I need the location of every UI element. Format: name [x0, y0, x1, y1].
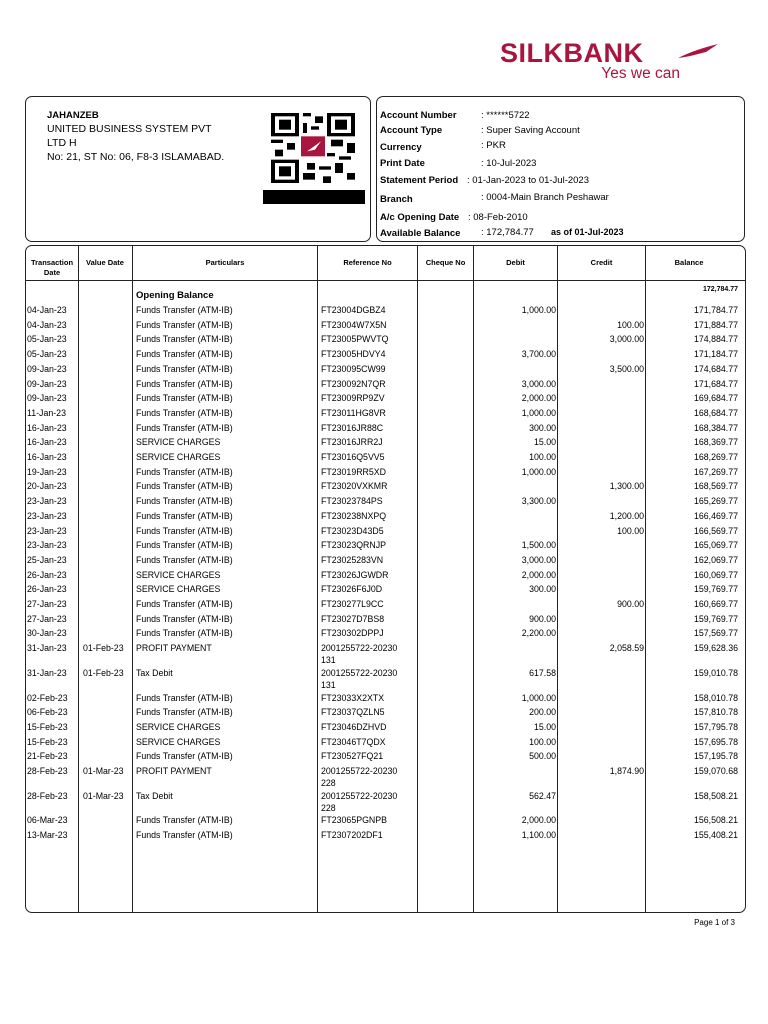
row-credit: 1,200.00 — [609, 510, 644, 521]
row-balance: 157,810.78 — [693, 707, 738, 718]
row-particulars: Funds Transfer (ATM-IB) — [136, 707, 233, 718]
row-credit: 100.00 — [617, 319, 644, 330]
row-date: 27-Jan-23 — [27, 613, 67, 624]
row-date: 23-Jan-23 — [27, 540, 67, 551]
table-row — [0, 721, 768, 735]
row-debit: 3,000.00 — [521, 378, 556, 389]
table-row — [0, 750, 768, 764]
row-date: 26-Jan-23 — [27, 584, 67, 595]
row-date: 09-Jan-23 — [27, 393, 67, 404]
row-balance: 174,884.77 — [693, 334, 738, 345]
table-row — [0, 539, 768, 553]
row-reference: FT230095CW99 — [321, 363, 386, 374]
row-date: 28-Feb-23 — [27, 790, 68, 801]
page-number: Page 1 of 3 — [694, 918, 735, 927]
row-balance: 168,369.77 — [693, 437, 738, 448]
row-credit: 3,500.00 — [609, 363, 644, 374]
row-balance: 166,469.77 — [693, 510, 738, 521]
row-debit: 562.47 — [529, 790, 556, 801]
balance-as-of: as of 01-Jul-2023 — [551, 227, 624, 237]
table-row — [0, 706, 768, 720]
row-date: 09-Jan-23 — [27, 363, 67, 374]
row-date: 27-Jan-23 — [27, 599, 67, 609]
row-particulars: SERVICE CHARGES — [136, 584, 221, 595]
row-particulars: Funds Transfer (ATM-IB) — [136, 554, 233, 565]
row-particulars: Funds Transfer (ATM-IB) — [136, 613, 233, 624]
row-balance: 168,269.77 — [693, 452, 738, 462]
row-reference: FT23016JR88C — [321, 422, 384, 433]
table-row — [0, 436, 768, 450]
row-reference: 2001255722-20230 — [321, 766, 398, 776]
row-credit: 3,000.00 — [609, 334, 644, 345]
row-particulars: SERVICE CHARGES — [136, 736, 221, 747]
row-date: 23-Jan-23 — [27, 496, 67, 507]
row-date: 04-Jan-23 — [27, 319, 67, 330]
table-row — [0, 554, 768, 568]
row-reference: FT23023D43D5 — [321, 525, 384, 536]
row-reference: FT23005PWVTQ — [321, 334, 389, 345]
row-particulars: Funds Transfer (ATM-IB) — [136, 378, 233, 389]
row-date: 20-Jan-23 — [27, 481, 67, 492]
row-debit: 3,000.00 — [521, 554, 556, 565]
bank-tagline: Yes we can — [601, 65, 680, 82]
row-credit: 900.00 — [617, 599, 644, 609]
row-value-date: 01-Feb-23 — [83, 643, 124, 654]
table-header-divider — [25, 280, 746, 281]
row-balance: 167,269.77 — [693, 466, 738, 477]
row-balance: 159,769.77 — [693, 584, 738, 595]
header-value-date: Value Date — [86, 258, 124, 267]
row-reference: FT23019RR5XD — [321, 466, 387, 477]
row-debit: 1,100.00 — [521, 830, 556, 841]
row-reference-cont: 228 — [321, 778, 336, 788]
table-row — [0, 304, 768, 318]
row-date: 30-Jan-23 — [27, 628, 67, 639]
row-date: 15-Feb-23 — [27, 721, 68, 732]
row-debit: 1,000.00 — [521, 305, 556, 315]
row-balance: 166,569.77 — [693, 525, 738, 536]
row-reference: 2001255722-20230 — [321, 790, 398, 801]
row-particulars: SERVICE CHARGES — [136, 569, 221, 580]
row-particulars: SERVICE CHARGES — [136, 437, 221, 448]
header-reference: Reference No — [343, 258, 392, 267]
row-reference: FT23009RP9ZV — [321, 393, 385, 404]
row-debit: 300.00 — [529, 422, 556, 433]
table-row — [0, 378, 768, 392]
row-date: 06-Feb-23 — [27, 707, 68, 718]
row-debit: 3,700.00 — [521, 349, 556, 360]
row-reference: FT230302DPPJ — [321, 628, 384, 639]
table-row — [0, 814, 768, 828]
row-particulars: Funds Transfer (ATM-IB) — [136, 525, 233, 536]
qr-code-icon — [271, 113, 355, 183]
row-particulars: Funds Transfer (ATM-IB) — [136, 540, 233, 551]
row-date: 25-Jan-23 — [27, 554, 67, 565]
row-reference: FT23016Q5VV5 — [321, 452, 385, 462]
customer-address-line: LTD H — [47, 137, 77, 149]
row-reference: FT23026JGWDR — [321, 569, 389, 580]
row-particulars: Funds Transfer (ATM-IB) — [136, 496, 233, 507]
row-date: 19-Jan-23 — [27, 466, 67, 477]
table-row — [0, 613, 768, 627]
header-transaction-date: Transaction Date — [30, 258, 74, 277]
row-particulars: Funds Transfer (ATM-IB) — [136, 466, 233, 477]
row-particulars: Tax Debit — [136, 667, 173, 678]
row-balance: 165,269.77 — [693, 496, 738, 507]
row-balance: 155,408.21 — [693, 830, 738, 841]
row-reference: FT23026F6J0D — [321, 584, 383, 595]
table-row — [0, 466, 768, 480]
row-particulars: Funds Transfer (ATM-IB) — [136, 422, 233, 433]
row-reference: FT23005HDVY4 — [321, 349, 386, 360]
table-row — [0, 510, 768, 524]
row-particulars: SERVICE CHARGES — [136, 452, 221, 462]
row-balance: 158,010.78 — [693, 692, 738, 703]
row-debit: 1,000.00 — [521, 692, 556, 703]
row-particulars: Funds Transfer (ATM-IB) — [136, 319, 233, 330]
table-row — [0, 829, 768, 843]
row-reference: FT2307202DF1 — [321, 830, 383, 841]
row-particulars: Funds Transfer (ATM-IB) — [136, 393, 233, 404]
opening-balance-value: 172,784.77 — [702, 286, 738, 293]
row-date: 06-Mar-23 — [27, 815, 68, 826]
row-date: 31-Jan-23 — [27, 667, 67, 678]
row-balance: 157,795.78 — [693, 721, 738, 732]
row-date: 02-Feb-23 — [27, 692, 68, 703]
row-balance: 159,769.77 — [693, 613, 738, 624]
row-balance: 168,569.77 — [693, 481, 738, 492]
row-credit: 2,058.59 — [609, 643, 644, 654]
row-reference: FT23046DZHVD — [321, 721, 387, 732]
row-balance: 171,684.77 — [693, 378, 738, 389]
bank-name: SILKBANK — [500, 38, 644, 68]
table-row — [0, 569, 768, 583]
row-balance: 171,884.77 — [693, 319, 738, 330]
table-row — [0, 525, 768, 539]
row-particulars: Funds Transfer (ATM-IB) — [136, 363, 233, 374]
swoosh-icon — [676, 42, 720, 62]
table-row — [0, 736, 768, 750]
row-reference: FT23065PGNPB — [321, 815, 388, 826]
row-reference-cont: 228 — [321, 802, 336, 813]
customer-name: JAHANZEB — [47, 110, 99, 121]
row-particulars: Funds Transfer (ATM-IB) — [136, 334, 233, 345]
row-reference: FT23025283VN — [321, 554, 384, 565]
silkbank-logo — [500, 38, 720, 86]
row-balance: 160,669.77 — [693, 599, 738, 609]
row-reference-cont: 131 — [321, 679, 336, 690]
customer-address-line: No: 21, ST No: 06, F8-3 ISLAMABAD. — [47, 151, 225, 163]
row-date: 16-Jan-23 — [27, 437, 67, 448]
header-balance: Balance — [674, 258, 704, 267]
row-particulars: Funds Transfer (ATM-IB) — [136, 407, 233, 418]
table-row — [0, 583, 768, 597]
row-debit: 1,500.00 — [521, 540, 556, 551]
row-reference: FT230092N7QR — [321, 378, 386, 389]
row-debit: 2,200.00 — [521, 628, 556, 639]
row-reference: FT23023784PS — [321, 496, 383, 507]
row-date: 31-Jan-23 — [27, 643, 67, 654]
row-reference: FT23016JRR2J — [321, 437, 383, 448]
row-balance: 157,569.77 — [693, 628, 738, 639]
row-date: 13-Mar-23 — [27, 830, 68, 841]
row-debit: 15.00 — [533, 437, 556, 448]
table-row — [0, 392, 768, 406]
row-date: 23-Jan-23 — [27, 525, 67, 536]
row-balance: 171,184.77 — [693, 349, 738, 360]
row-date: 05-Jan-23 — [27, 349, 67, 360]
opening-balance-label: Opening Balance — [136, 290, 214, 301]
row-balance: 157,195.78 — [693, 751, 738, 762]
row-reference: FT23011HG8VR — [321, 407, 386, 418]
row-reference: FT23046T7QDX — [321, 736, 386, 747]
row-balance: 171,784.77 — [693, 305, 738, 315]
row-value-date: 01-Feb-23 — [83, 667, 124, 678]
row-particulars: Tax Debit — [136, 790, 173, 801]
row-debit: 1,000.00 — [521, 466, 556, 477]
row-credit: 1,874.90 — [609, 766, 644, 776]
row-date: 26-Jan-23 — [27, 569, 67, 580]
row-date: 11-Jan-23 — [27, 407, 66, 418]
table-row — [0, 348, 768, 362]
table-row — [0, 765, 768, 788]
row-debit: 2,000.00 — [521, 569, 556, 580]
table-row — [0, 790, 768, 813]
table-row — [0, 495, 768, 509]
table-row — [0, 642, 768, 666]
row-value-date: 01-Mar-23 — [83, 790, 124, 801]
row-reference: FT230277L9CC — [321, 599, 384, 609]
row-particulars: Funds Transfer (ATM-IB) — [136, 628, 233, 639]
table-row — [0, 319, 768, 333]
row-balance: 157,695.78 — [693, 736, 738, 747]
row-balance: 156,508.21 — [693, 815, 738, 826]
row-date: 16-Jan-23 — [27, 422, 67, 433]
row-reference: 2001255722-20230 — [321, 643, 398, 654]
table-row — [0, 692, 768, 706]
table-row — [0, 333, 768, 347]
row-balance: 168,384.77 — [693, 422, 738, 433]
row-debit: 617.58 — [529, 667, 556, 678]
row-reference: FT23004W7X5N — [321, 319, 387, 330]
table-row — [0, 407, 768, 421]
row-date: 15-Feb-23 — [27, 736, 68, 747]
row-particulars: Funds Transfer (ATM-IB) — [136, 815, 233, 826]
row-particulars: Funds Transfer (ATM-IB) — [136, 830, 233, 841]
table-row — [0, 422, 768, 436]
header-credit: Credit — [590, 258, 613, 267]
row-particulars: PROFIT PAYMENT — [136, 766, 212, 776]
row-particulars: Funds Transfer (ATM-IB) — [136, 481, 233, 492]
row-balance: 174,684.77 — [693, 363, 738, 374]
header-cheque: Cheque No — [425, 258, 466, 267]
row-balance: 159,628.36 — [693, 643, 738, 654]
row-date: 04-Jan-23 — [27, 305, 67, 315]
row-debit: 100.00 — [529, 452, 556, 462]
row-date: 21-Feb-23 — [27, 751, 68, 762]
row-particulars: Funds Transfer (ATM-IB) — [136, 751, 233, 762]
row-reference-cont: 131 — [321, 655, 336, 666]
row-reference: FT23020VXKMR — [321, 481, 388, 492]
customer-address-line: UNITED BUSINESS SYSTEM PVT — [47, 123, 212, 135]
row-debit: 900.00 — [529, 613, 556, 624]
row-particulars: Funds Transfer (ATM-IB) — [136, 349, 233, 360]
row-balance: 162,069.77 — [693, 554, 738, 565]
row-particulars: Funds Transfer (ATM-IB) — [136, 510, 233, 521]
row-balance: 159,010.78 — [693, 667, 738, 678]
row-debit: 2,000.00 — [521, 815, 556, 826]
row-debit: 200.00 — [529, 707, 556, 718]
row-date: 09-Jan-23 — [27, 378, 67, 389]
row-debit: 3,300.00 — [521, 496, 556, 507]
row-reference: FT23004DGBZ4 — [321, 305, 386, 315]
row-reference: FT230238NXPQ — [321, 510, 387, 521]
redacted-bar — [263, 190, 365, 204]
row-reference: FT23037QZLN5 — [321, 707, 385, 718]
row-balance: 158,508.21 — [693, 790, 738, 801]
row-particulars: Funds Transfer (ATM-IB) — [136, 599, 233, 609]
row-particulars: Funds Transfer (ATM-IB) — [136, 305, 233, 315]
table-row — [0, 627, 768, 641]
row-balance: 168,684.77 — [693, 407, 738, 418]
row-value-date: 01-Mar-23 — [83, 766, 124, 776]
row-balance: 165,069.77 — [693, 540, 738, 551]
row-particulars: Funds Transfer (ATM-IB) — [136, 692, 233, 703]
row-debit: 2,000.00 — [521, 393, 556, 404]
row-date: 05-Jan-23 — [27, 334, 67, 345]
row-debit: 500.00 — [529, 751, 556, 762]
table-row — [0, 667, 768, 690]
row-particulars: PROFIT PAYMENT — [136, 643, 212, 654]
row-particulars: SERVICE CHARGES — [136, 721, 221, 732]
row-debit: 100.00 — [529, 736, 556, 747]
table-row — [0, 363, 768, 377]
row-reference: FT23033X2XTX — [321, 692, 385, 703]
row-date: 28-Feb-23 — [27, 766, 68, 776]
row-balance: 160,069.77 — [693, 569, 738, 580]
row-credit: 100.00 — [617, 525, 644, 536]
header-debit: Debit — [506, 258, 525, 267]
header-particulars: Particulars — [205, 258, 245, 267]
row-credit: 1,300.00 — [609, 481, 644, 492]
row-reference: 2001255722-20230 — [321, 667, 398, 678]
row-balance: 159,070.68 — [693, 766, 738, 776]
row-reference: FT23023QRNJP — [321, 540, 387, 551]
row-debit: 15.00 — [533, 721, 556, 732]
table-row — [0, 480, 768, 494]
row-date: 23-Jan-23 — [27, 510, 67, 521]
row-debit: 300.00 — [529, 584, 556, 595]
row-debit: 1,000.00 — [521, 407, 556, 418]
table-row — [0, 598, 768, 612]
table-row — [0, 451, 768, 465]
row-date: 16-Jan-23 — [27, 452, 67, 462]
row-balance: 169,684.77 — [693, 393, 738, 404]
row-reference: FT230527FQ21 — [321, 751, 384, 762]
row-reference: FT23027D7BS8 — [321, 613, 385, 624]
